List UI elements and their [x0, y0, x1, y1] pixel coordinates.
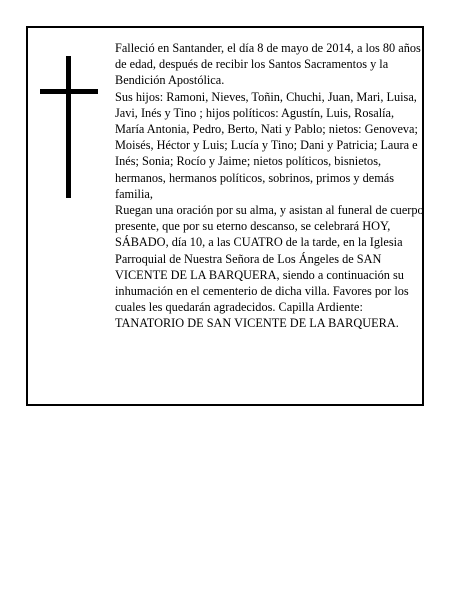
notice-text [115, 40, 425, 332]
cross-vertical-bar [66, 56, 71, 198]
funeral-details-paragraph: Ruegan una oración por su alma, y asistan al funeral de cuerpo presente, que por su eterno descanso, se celebrará HOY, SÁBADO, día 10, a las CUATRO de la tarde, en la Iglesia Parroquial de Nuestra Señora de Los Ángeles de SAN VICENTE DE LA BARQUERA, siendo a continuación su inhumación en el cementerio de dicha villa. Favores por los cuales les quedarán agradecidos. Capilla Ardiente: TANATORIO DE SAN VICENTE DE LA BARQUERA. [115, 203, 424, 331]
death-announcement-paragraph: Falleció en Santander, el día 8 de mayo de 2014, a los 80 años de edad, después de recibir los Santos Sacramentos y la Bendición Apostólica. [115, 41, 421, 88]
cross-icon [40, 56, 98, 198]
cross-horizontal-bar [40, 89, 98, 94]
family-paragraph: Sus hijos: Ramoni, Nieves, Toñin, Chuchi, Juan, Mari, Luisa, Javi, Inés y Tino ; hijos políticos: Agustín, Luis, Rosalía, María Antonia, Pedro, Berto, Nati y Pablo; nietos: Genoveva; Moisés, Héctor y Luis; Lucía y Tino; Dani y Patricia; Laura e Inés; Sonia; Rocío y Jaime; nietos políticos, bisnietos, hermanos, hermanos políticos, sobrinos, primos y demás familia, [115, 89, 418, 201]
obituary-notice [26, 26, 424, 406]
